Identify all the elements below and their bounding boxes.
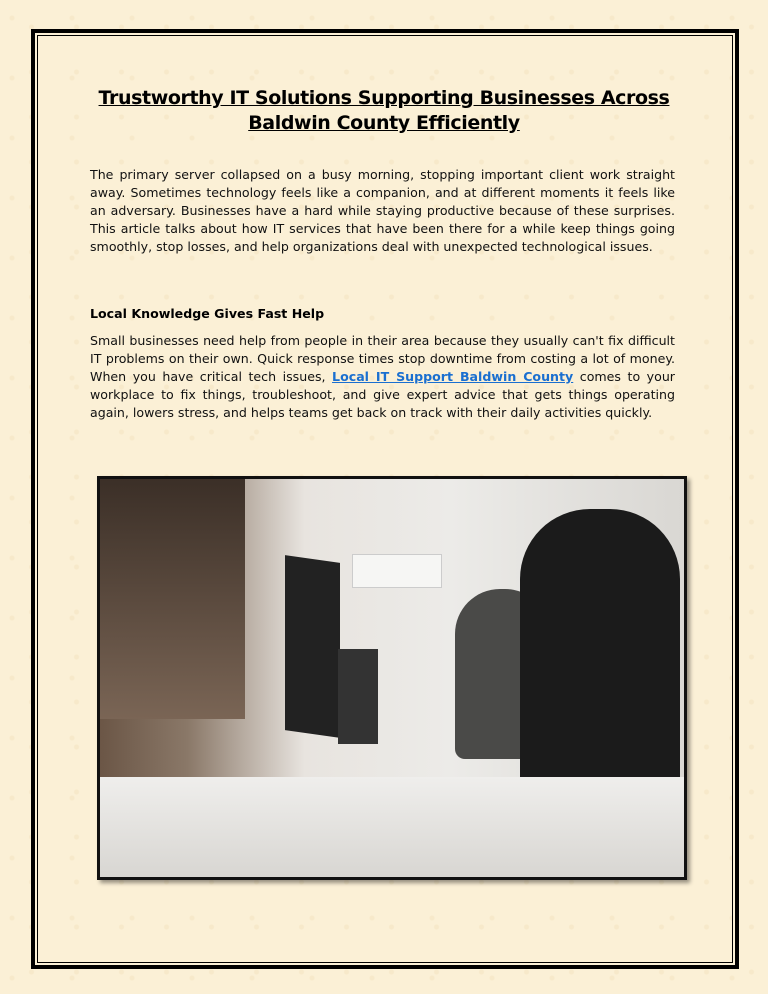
office-photo (97, 476, 687, 880)
photo-monitor (285, 555, 340, 738)
section-text-end: comes to your workplace to fix things, troubleshoot, and give expert advice that gets things operating again, lowers stress, and helps teams get back on track with their daily activities quickly. (90, 369, 675, 420)
local-it-support-link[interactable]: Local IT Support Baldwin County (332, 369, 574, 384)
section-paragraph (90, 332, 675, 422)
photo-desk (100, 777, 684, 877)
section-text-start: Small businesses need help from people in their area because they usually can't fix difficult IT problems on their own. Quick response times stop downtime from costing a lot of money. When you have critical tech issues, (90, 333, 675, 384)
section-heading: Local Knowledge Gives Fast Help (90, 306, 325, 321)
photo-monitor (338, 649, 378, 744)
photo-foreground-monitor (100, 479, 245, 719)
photo-air-conditioner (352, 554, 442, 588)
photo-person (520, 509, 680, 799)
page-title: Trustworthy IT Solutions Supporting Businesses Across Baldwin County Efficiently (98, 87, 670, 134)
intro-paragraph: The primary server collapsed on a busy morning, stopping important client work straight away. Sometimes technology feels like a companion, and at different moments it feels like an adversary. Businesses have a hard while staying productive because of these surprises. This article talks about how IT services that have been there for a while keep things going smoothly, stop losses, and help organizations deal with unexpected technological issues. (90, 167, 675, 254)
